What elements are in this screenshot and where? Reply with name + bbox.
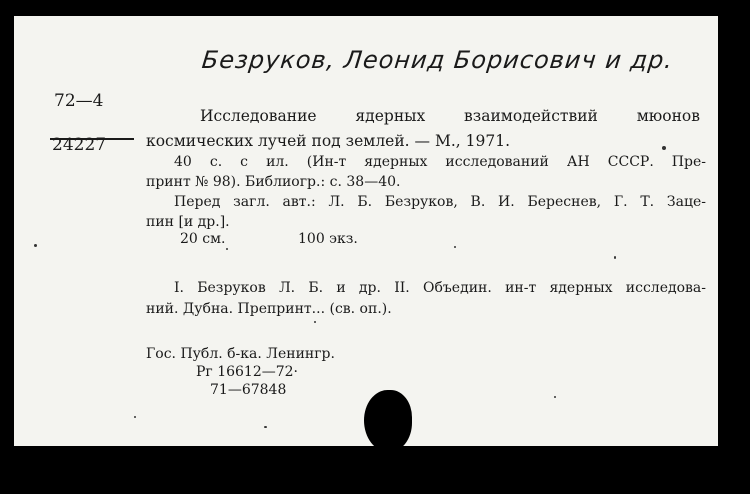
call-number-top: 72—4 (54, 91, 104, 111)
tracings-line-1: I. Безруков Л. Б. и др. II. Объедин. ин-т ядерных исследова- (174, 280, 706, 296)
size: 20 см. (180, 231, 226, 247)
speck (614, 256, 616, 259)
speck (554, 396, 556, 398)
tracings-line-2: ний. Дубна. Препринт... (св. оп.). (146, 301, 392, 317)
speck (134, 416, 136, 418)
handwritten-author: Безруков, Леонид Борисович и др. (200, 46, 675, 74)
inventory-number: 71—67848 (210, 382, 287, 398)
library-name: Гос. Публ. б-ка. Ленингр. (146, 346, 335, 362)
ink-blot (364, 390, 412, 446)
speck (264, 426, 267, 428)
catalog-card (14, 16, 718, 446)
call-number-bottom: 24227 (52, 135, 107, 155)
pagination-line: 40 с. с ил. (Ин-т ядерных исследований АН СССР. Пре- (174, 154, 706, 170)
copies: 100 экз. (298, 231, 358, 247)
authors-line-end: пин [и др.]. (146, 214, 230, 230)
speck (662, 146, 666, 150)
speck (454, 246, 456, 248)
speck (34, 244, 37, 247)
title-line-2: космических лучей под землей. — М., 1971. (146, 132, 510, 150)
registration-number: Рг 16612—72· (196, 364, 299, 380)
authors-line: Перед загл. авт.: Л. Б. Безруков, В. И. Береснев, Г. Т. Заце- (174, 194, 706, 210)
speck (226, 248, 228, 250)
speck (314, 321, 316, 323)
bibliography-line: принт № 98). Библиогр.: с. 38—40. (146, 174, 401, 190)
title-line-1: Исследование ядерных взаимодействий мюонов (200, 107, 700, 125)
